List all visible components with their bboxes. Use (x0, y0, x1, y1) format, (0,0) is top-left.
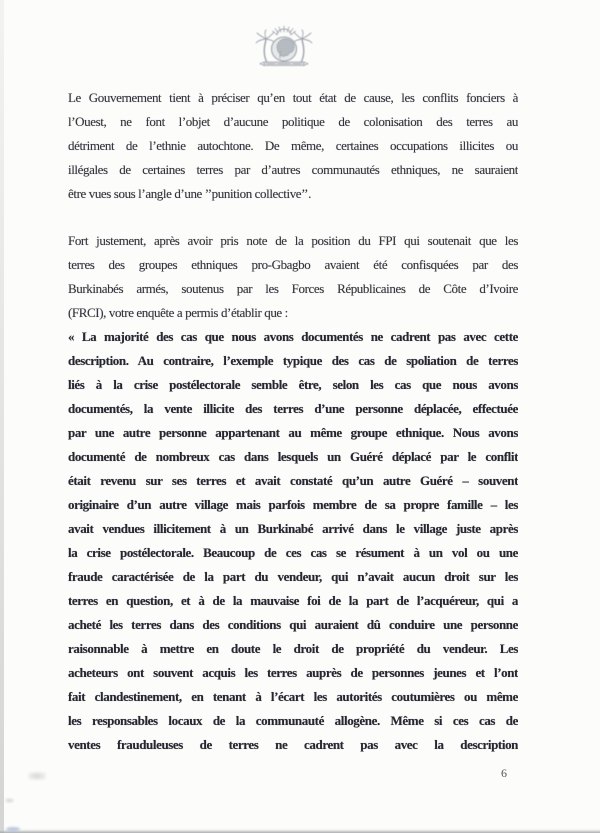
page-left-edge-shadow (0, 0, 4, 833)
text-line: terres des groupes ethniques pro-Gbagbo avaient été confisquées par des (68, 257, 518, 272)
text-line: (FRCI), votre enquête a permis d’établir que : (68, 305, 288, 320)
text-line: terres en question, et à de la mauvaise foi de la part de l’acquéreur, qui a (68, 593, 518, 608)
text-line: Burkinabés armés, soutenus par les Forces Républicaines de Côte d’Ivoire (68, 281, 518, 296)
text-line: ventes frauduleuses de terres ne cadrent pas avec la description (68, 737, 518, 752)
text-line: raisonnable à mettre en doute le droit de propriété du vendeur. Les (68, 641, 518, 656)
page-number: 6 (501, 766, 507, 780)
text-line: avait vendues illicitement à un Burkinabé arrivé dans le village juste après (68, 521, 518, 536)
text-line: était revenu sur ses terres et avait constaté qu’un autre Guéré – souvent (68, 473, 518, 488)
text-line: « La majorité des cas que nous avons documentés ne cadrent pas avec cette (68, 329, 518, 344)
text-line: l’Ouest, ne font l’objet d’aucune politique de colonisation des terres au (68, 114, 518, 129)
text-line: liés à la crise postélectorale semble être, selon les cas que nous avons (68, 377, 518, 392)
text-line: la crise postélectorale. Beaucoup de ces cas se résument à un vol ou une (68, 545, 518, 560)
sun-rays (273, 26, 296, 35)
text-line: acheté les terres dans des conditions qui auraient dû conduire une personne (68, 617, 518, 632)
text-line: fraude caractérisée de la part du vendeur, qui n’avait aucun droit sur les (68, 569, 518, 584)
document-body (68, 86, 518, 757)
text-line: originaire d’un autre village mais parfois membre de sa propre famille – les (68, 497, 518, 512)
scan-smudge (5, 798, 14, 803)
text-line: être vues sous l’angle d’une ’’punition collective’’. (68, 186, 311, 201)
text-line: documenté de nombreux cas dans lesquels un Guéré déplacé par le conflit (68, 449, 518, 464)
text-line: Fort justement, après avoir pris note de la position du FPI qui soutenait que les (68, 233, 518, 248)
scan-smudge (6, 827, 20, 831)
cote-divoire-emblem-icon (250, 24, 318, 68)
text-line: Le Gouvernement tient à préciser qu’en tout état de cause, les conflits fonciers à (68, 90, 518, 105)
text-line: documentés, la vente illicite des terres d’une personne déplacée, effectuée (68, 401, 518, 416)
paragraph (68, 325, 518, 757)
scan-smudge (28, 772, 46, 780)
paragraph (68, 229, 518, 325)
text-line: fait clandestinement, en tenant à l’écart les autorités coutumières ou même (68, 689, 518, 704)
text-line: description. Au contraire, l’exemple typique des cas de spoliation de terres (68, 353, 518, 368)
text-line: acheteurs ont souvent acquis les terres auprès de personnes jeunes et l’ont (68, 665, 518, 680)
text-line: illégales de certaines terres par d’autres communautés ethniques, ne sauraient (68, 162, 518, 177)
page-bottom-edge-shadow (0, 828, 600, 833)
text-line: détriment de l’ethnie autochtone. De même, certaines occupations illicites ou (68, 138, 518, 153)
text-line: les responsables locaux de la communauté allogène. Même si ces cas de (68, 713, 518, 728)
text-line: par une autre personne appartenant au même groupe ethnique. Nous avons (68, 425, 518, 440)
paragraph (68, 86, 518, 206)
